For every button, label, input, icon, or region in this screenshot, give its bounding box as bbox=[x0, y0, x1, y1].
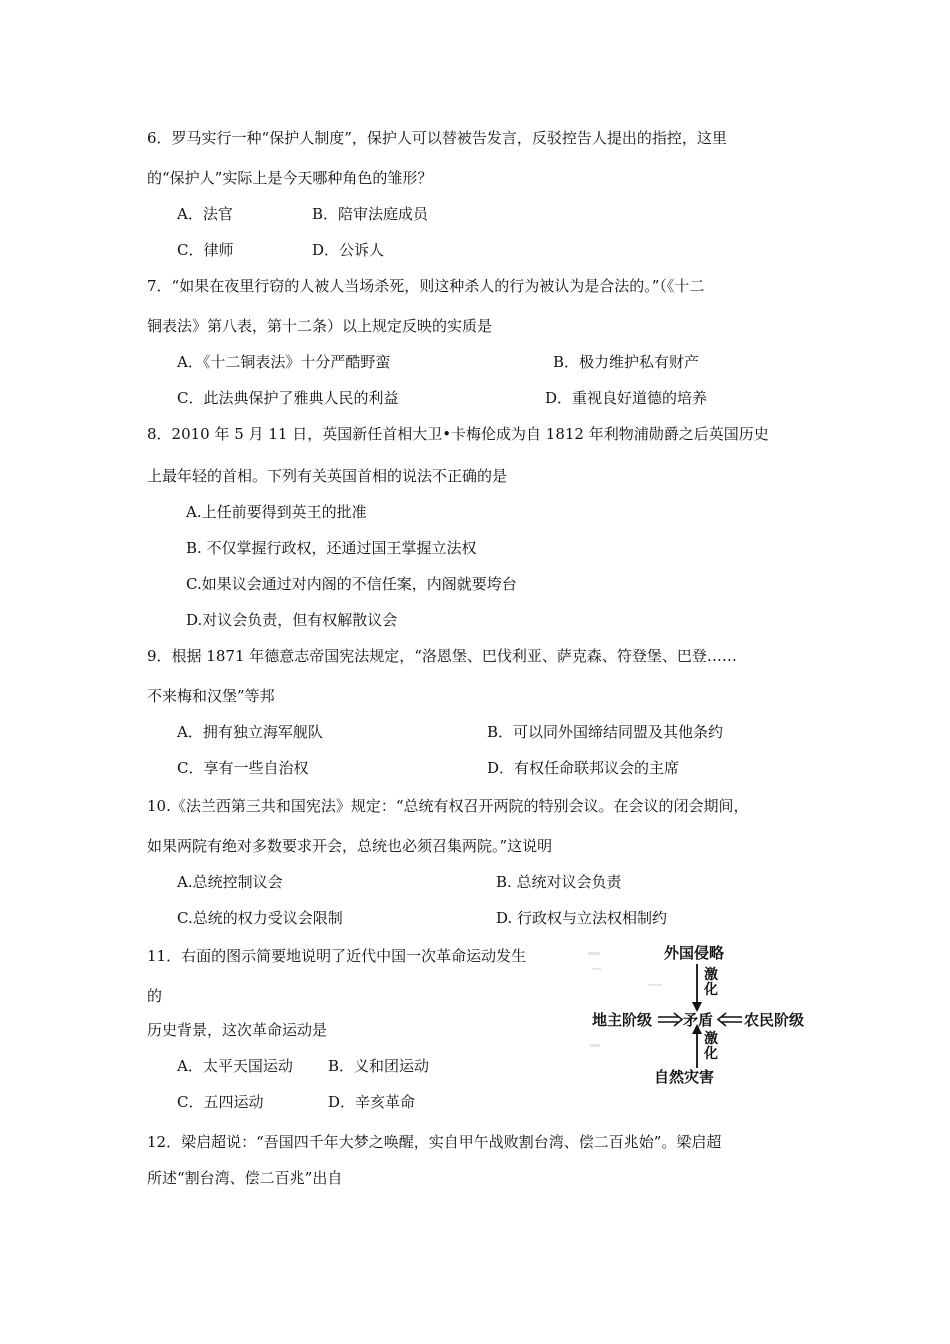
q7-stem-line2: 铜表法》第八表，第十二条）以上规定反映的实质是 bbox=[147, 317, 493, 335]
q7-option-d: D．重视良好道德的培养 bbox=[545, 389, 708, 407]
q11-option-c: C．五四运动 bbox=[177, 1093, 264, 1111]
q10-option-d: D. 行政权与立法权相制约 bbox=[496, 909, 668, 927]
q10-option-a: A.总统控制议会 bbox=[177, 873, 283, 891]
q11-cause-diagram bbox=[588, 944, 814, 1086]
diagram-node-natural-disaster: 自然灾害 bbox=[654, 1068, 715, 1086]
diagram-verb-intensify-bottom: 激化 bbox=[704, 1031, 718, 1062]
q11-stem-line2: 的 bbox=[147, 987, 163, 1005]
q10-option-b: B. 总统对议会负责 bbox=[496, 873, 622, 891]
diagram-verb-intensify-top: 激化 bbox=[704, 967, 718, 998]
q7-option-b: B．极力维护私有财产 bbox=[553, 353, 700, 371]
q6-stem-line2: 的“保护人”实际上是今天哪种角色的雏形？ bbox=[147, 169, 433, 187]
q9-option-d: D．有权任命联邦议会的主席 bbox=[487, 759, 680, 777]
q9-stem-line2: 不来梅和汉堡”等邦 bbox=[147, 687, 275, 705]
diagram-node-foreign-aggression: 外国侵略 bbox=[664, 944, 725, 962]
q10-stem-line2: 如果两院有绝对多数要求开会，总统也必须召集两院。”这说明 bbox=[147, 837, 553, 855]
q7-option-a: A．《十二铜表法》十分严酷野蛮 bbox=[177, 353, 391, 371]
arrow-right-head bbox=[674, 1013, 682, 1026]
q6-option-c: C．律师 bbox=[177, 241, 234, 259]
arrow-left-head bbox=[718, 1013, 726, 1026]
diagram-node-landlord-class: 地主阶级 bbox=[592, 1011, 653, 1029]
q7-stem-line1: 7．“如果在夜里行窃的人被人当场杀死，则这种杀人的行为被认为是合法的。”（《十二 bbox=[147, 277, 705, 295]
q9-option-b: B．可以同外国缔结同盟及其他条约 bbox=[487, 723, 724, 741]
q8-stem-line2: 上最年轻的首相。下列有关英国首相的说法不正确的是 bbox=[147, 467, 508, 485]
q8-option-d: D.对议会负责，但有权解散议会 bbox=[186, 611, 398, 629]
diagram-node-peasant-class: 农民阶级 bbox=[744, 1011, 805, 1029]
q11-option-a: A．太平天国运动 bbox=[177, 1057, 293, 1075]
q11-stem-line1: 11．右面的图示简要地说明了近代中国一次革命运动发生 bbox=[147, 947, 527, 965]
q8-option-c: C.如果议会通过对内阁的不信任案，内阁就要垮台 bbox=[186, 575, 517, 593]
q9-option-c: C．享有一些自治权 bbox=[177, 759, 309, 777]
q11-option-d: D．辛亥革命 bbox=[328, 1093, 416, 1111]
diagram-node-contradiction: 矛盾 bbox=[683, 1011, 714, 1029]
q12-stem-line1: 12．梁启超说：“吾国四千年大梦之唤醒，实自甲午战败割台湾、偿二百兆始”。梁启超 bbox=[147, 1133, 722, 1151]
q10-option-c: C.总统的权力受议会限制 bbox=[177, 909, 343, 927]
q9-stem-line1: 9．根据 1871 年德意志帝国宪法规定，“洛恩堡、巴伐利亚、萨克森、符登堡、巴登…… bbox=[147, 647, 737, 665]
q8-option-a: A.上任前要得到英王的批准 bbox=[186, 503, 367, 521]
q7-option-c: C．此法典保护了雅典人民的利益 bbox=[177, 389, 399, 407]
q12-stem-line2: 所述“割台湾、偿二百兆”出自 bbox=[147, 1169, 343, 1187]
q6-option-a: A．法官 bbox=[177, 205, 233, 223]
q11-stem-line3: 历史背景，这次革命运动是 bbox=[147, 1021, 328, 1039]
q9-option-a: A．拥有独立海军舰队 bbox=[177, 723, 323, 741]
q10-stem-line1: 10.《法兰西第三共和国宪法》规定：“总统有权召开两院的特别会议。在会议的闭会期间， bbox=[147, 797, 749, 815]
q6-option-b: B．陪审法庭成员 bbox=[312, 205, 429, 223]
q8-option-b: B. 不仅掌握行政权，还通过国王掌握立法权 bbox=[186, 539, 477, 557]
q11-option-b: B．义和团运动 bbox=[328, 1057, 430, 1075]
q8-stem-line1: 8．2010 年 5 月 11 日，英国新任首相大卫•卡梅伦成为自 1812 年利物浦勋爵之后英国历史 bbox=[147, 425, 769, 443]
q6-option-d: D．公诉人 bbox=[312, 241, 385, 259]
q6-stem-line1: 6．罗马实行一种“保护人制度”，保护人可以替被告发言，反驳控告人提出的指控，这里 bbox=[147, 129, 727, 147]
